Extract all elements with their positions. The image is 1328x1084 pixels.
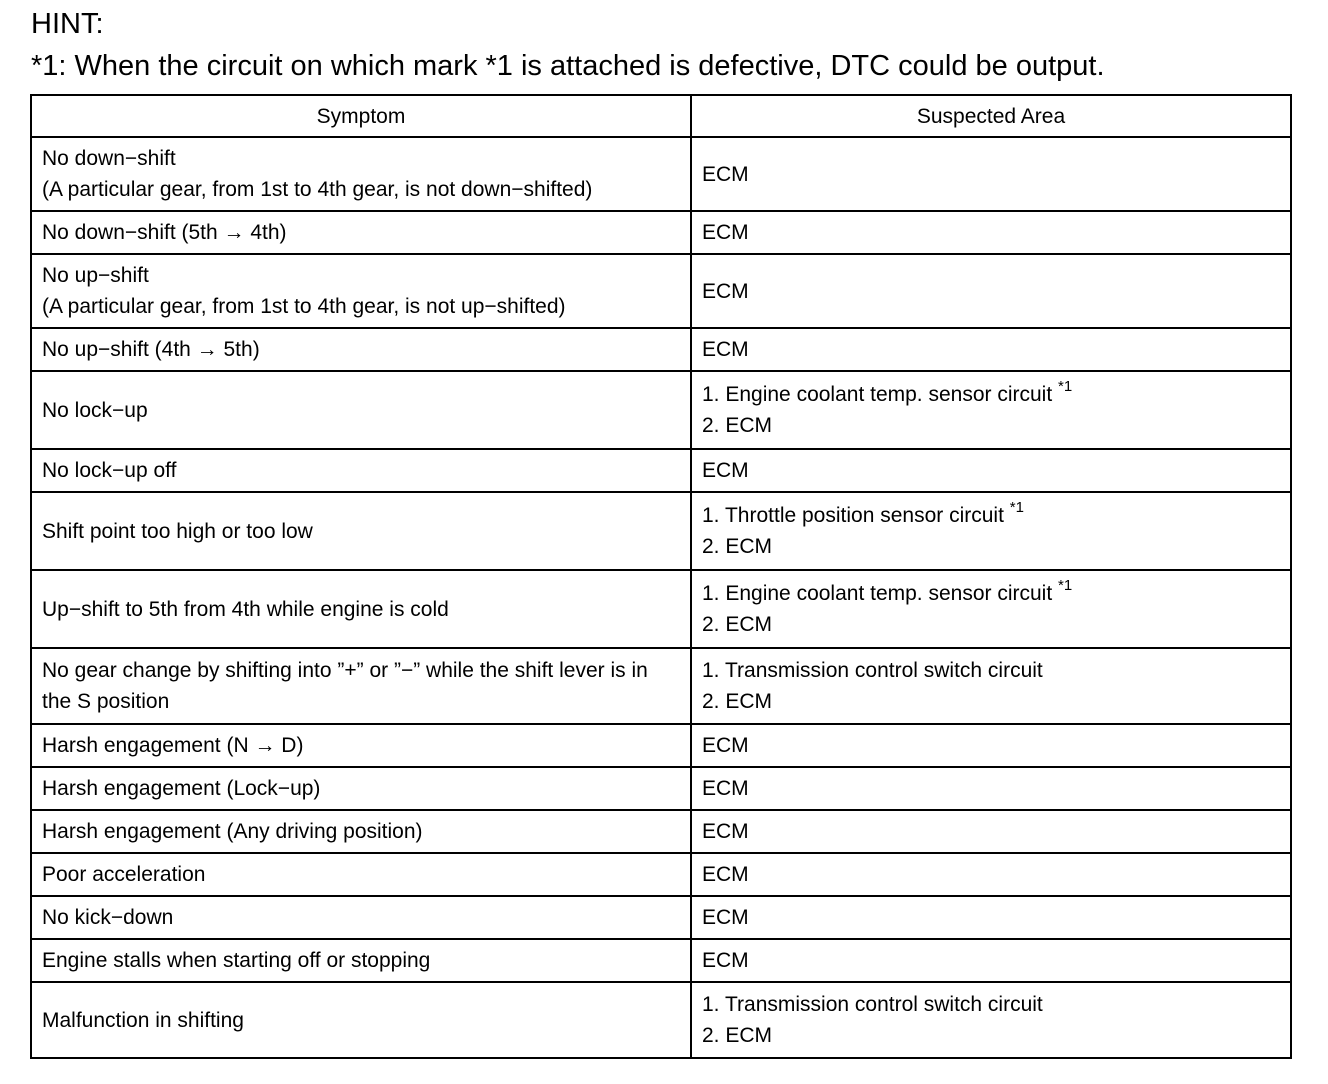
symptom-cell <box>31 449 691 492</box>
symptom-cell <box>31 254 691 328</box>
symptom-cell <box>31 328 691 371</box>
symptom-text: Harsh engagement (Lock−up) <box>42 777 321 800</box>
suspected-area-text: 1. Transmission control switch circuit <box>702 659 1043 682</box>
table-row <box>31 896 1291 939</box>
header-symptom: Symptom <box>31 95 691 137</box>
symptom-cell <box>31 896 691 939</box>
suspected-area-cell <box>691 853 1291 896</box>
suspected-area-line <box>702 410 1280 441</box>
suspected-area-line <box>702 730 1280 761</box>
suspected-area-line <box>702 773 1280 804</box>
symptom-text: Up−shift to 5th from 4th while engine is cold <box>42 597 449 621</box>
suspected-area-text: ECM <box>702 820 749 843</box>
suspected-area-cell <box>691 492 1291 570</box>
suspected-area-line <box>702 686 1280 717</box>
suspected-area-text: 1. Transmission control switch circuit <box>702 993 1043 1016</box>
suspected-area-text: 2. ECM <box>702 690 773 713</box>
table-row <box>31 371 1291 449</box>
hint-title: HINT: <box>31 8 104 40</box>
symptom-text: Shift point too high or too low <box>42 519 313 543</box>
symptom-text: (A particular gear, from 1st to 4th gear, is not down−shifted) <box>42 178 593 201</box>
symptom-cell <box>31 810 691 853</box>
footnote-mark: *1 <box>1058 378 1073 395</box>
suspected-area-cell <box>691 724 1291 767</box>
symptom-cell <box>31 137 691 211</box>
suspected-area-cell <box>691 810 1291 853</box>
table-row <box>31 570 1291 648</box>
suspected-area-text: 2. ECM <box>702 1024 773 1047</box>
suspected-area-text: ECM <box>702 734 749 757</box>
suspected-area-line <box>702 859 1280 890</box>
suspected-area-line <box>702 578 1280 609</box>
suspected-area-cell <box>691 767 1291 810</box>
suspected-area-cell <box>691 449 1291 492</box>
suspected-area-cell <box>691 896 1291 939</box>
symptom-text: No gear change by shifting into ”+” or ”−” while the shift lever is in the S position <box>42 659 648 713</box>
table-row <box>31 492 1291 570</box>
suspected-area-cell <box>691 254 1291 328</box>
suspected-area-line <box>702 816 1280 847</box>
symptom-text: No up−shift (4th → 5th) <box>42 338 260 361</box>
suspected-area-cell <box>691 648 1291 724</box>
symptom-cell <box>31 853 691 896</box>
table-row <box>31 254 1291 328</box>
suspected-area-text: ECM <box>702 338 749 361</box>
symptom-text: No lock−up <box>42 398 148 422</box>
symptom-text: Poor acceleration <box>42 863 206 886</box>
suspected-area-line <box>702 609 1280 640</box>
symptom-text: No down−shift <box>42 147 176 170</box>
suspected-area-line <box>702 159 1280 190</box>
suspected-area-cell <box>691 137 1291 211</box>
table-row <box>31 648 1291 724</box>
table-row <box>31 982 1291 1058</box>
table-row <box>31 767 1291 810</box>
footnote-mark: *1 <box>1058 577 1073 594</box>
suspected-area-line <box>702 276 1280 307</box>
suspected-area-cell <box>691 939 1291 982</box>
symptom-cell <box>31 211 691 254</box>
suspected-area-line <box>702 379 1280 410</box>
table-body <box>31 137 1291 1058</box>
symptom-table <box>30 94 1292 1059</box>
symptom-cell <box>31 939 691 982</box>
suspected-area-line <box>702 989 1280 1020</box>
table-row <box>31 328 1291 371</box>
suspected-area-line <box>702 902 1280 933</box>
table-row <box>31 853 1291 896</box>
table-row <box>31 137 1291 211</box>
suspected-area-line <box>702 500 1280 531</box>
table-row <box>31 939 1291 982</box>
symptom-cell <box>31 767 691 810</box>
suspected-area-cell <box>691 211 1291 254</box>
symptom-text: Harsh engagement (N → D) <box>42 734 304 757</box>
hint-note: *1: When the circuit on which mark *1 is attached is defective, DTC could be output. <box>31 50 1105 82</box>
symptom-text: No up−shift <box>42 264 149 287</box>
suspected-area-text: ECM <box>702 221 749 244</box>
symptom-text: No lock−up off <box>42 459 177 482</box>
suspected-area-text: ECM <box>702 949 749 972</box>
suspected-area-text: 1. Engine coolant temp. sensor circuit <box>702 582 1059 605</box>
symptom-text: Engine stalls when starting off or stopping <box>42 949 431 972</box>
suspected-area-text: 2. ECM <box>702 613 773 636</box>
suspected-area-text: ECM <box>702 906 749 929</box>
suspected-area-line <box>702 945 1280 976</box>
symptom-cell <box>31 492 691 570</box>
suspected-area-line <box>702 1020 1280 1051</box>
symptom-text: Malfunction in shifting <box>42 1008 244 1032</box>
suspected-area-text: ECM <box>702 863 749 886</box>
suspected-area-line <box>702 455 1280 486</box>
suspected-area-text: 1. Throttle position sensor circuit <box>702 504 1010 527</box>
table-header-row <box>31 95 1291 137</box>
symptom-cell <box>31 724 691 767</box>
table-row <box>31 449 1291 492</box>
suspected-area-text: 2. ECM <box>702 414 773 437</box>
suspected-area-text: ECM <box>702 459 749 482</box>
suspected-area-cell <box>691 982 1291 1058</box>
symptom-text: No kick−down <box>42 906 174 929</box>
symptom-text: (A particular gear, from 1st to 4th gear, is not up−shifted) <box>42 295 566 318</box>
suspected-area-text: ECM <box>702 777 749 800</box>
symptom-cell <box>31 982 691 1058</box>
table-row <box>31 810 1291 853</box>
suspected-area-cell <box>691 328 1291 371</box>
suspected-area-cell <box>691 570 1291 648</box>
suspected-area-text: ECM <box>702 162 749 186</box>
suspected-area-line <box>702 655 1280 686</box>
symptom-cell <box>31 648 691 724</box>
suspected-area-text: 1. Engine coolant temp. sensor circuit <box>702 383 1059 406</box>
suspected-area-text: 2. ECM <box>702 535 773 558</box>
suspected-area-cell <box>691 371 1291 449</box>
table-row <box>31 211 1291 254</box>
header-suspected-area: Suspected Area <box>691 95 1291 137</box>
suspected-area-line <box>702 217 1280 248</box>
symptom-text: Harsh engagement (Any driving position) <box>42 820 423 843</box>
symptom-cell <box>31 570 691 648</box>
suspected-area-text: ECM <box>702 279 749 303</box>
suspected-area-line <box>702 334 1280 365</box>
symptom-cell <box>31 371 691 449</box>
footnote-mark: *1 <box>1009 499 1024 516</box>
symptom-text: No down−shift (5th → 4th) <box>42 221 287 244</box>
suspected-area-line <box>702 531 1280 562</box>
table-row <box>31 724 1291 767</box>
